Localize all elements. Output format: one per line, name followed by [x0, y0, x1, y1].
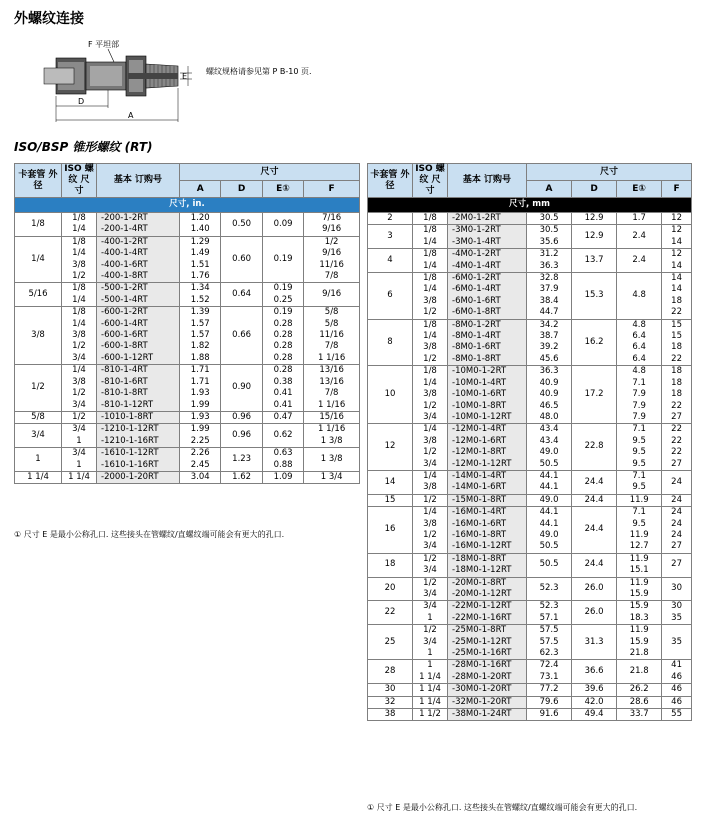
cell-od: 2	[368, 213, 413, 225]
cell-d: 12.9	[572, 225, 617, 249]
cell-d: 39.6	[572, 684, 617, 696]
fitting-diagram	[38, 32, 198, 124]
cell-iso: 1/8 1/4 3/8 1/2 3/4	[62, 307, 97, 365]
cell-od: 1 1/4	[15, 471, 62, 483]
table-row	[368, 577, 692, 601]
header-iso-thread: ISO 螺纹 尺寸	[62, 164, 97, 198]
cell-iso: 1 1 1/4	[413, 660, 448, 684]
cell-iso: 1/2 3/4	[413, 553, 448, 577]
cell-e: 11.9 15.9	[617, 577, 662, 601]
cell-iso: 1 1/4	[62, 471, 97, 483]
cell-ord: -30M0-1-20RT	[448, 684, 527, 696]
cell-od: 3/4	[15, 424, 62, 448]
cell-d: 15.3	[572, 273, 617, 320]
cell-a: 44.1 44.1 49.0 50.5	[527, 507, 572, 554]
cell-f: 1 3/4	[304, 471, 360, 483]
table-row	[368, 213, 692, 225]
cell-od: 30	[368, 684, 413, 696]
cell-ord: -16M0-1-4RT -16M0-1-6RT -16M0-1-8RT -16M0-1-12RT	[448, 507, 527, 554]
a-label: A	[128, 111, 134, 120]
cell-a: 77.2	[527, 684, 572, 696]
cell-e: 1.09	[262, 471, 303, 483]
cell-od: 5/16	[15, 283, 62, 307]
cell-e: 26.2	[617, 684, 662, 696]
cell-ord: -28M0-1-16RT -28M0-1-20RT	[448, 660, 527, 684]
cell-f: 35	[662, 625, 692, 660]
cell-f: 46	[662, 696, 692, 708]
cell-a: 43.4 43.4 49.0 50.5	[527, 424, 572, 471]
cell-d: 26.0	[572, 601, 617, 625]
cell-d: 24.4	[572, 553, 617, 577]
cell-e: 4.8	[617, 273, 662, 320]
cell-f: 14 14 18 22	[662, 273, 692, 320]
cell-a: 50.5	[527, 553, 572, 577]
table-row	[15, 236, 360, 283]
cell-f: 55	[662, 709, 692, 721]
cell-ord: -400-1-2RT -400-1-4RT -400-1-6RT -400-1-8RT	[97, 236, 180, 283]
cell-f: 5/8 5/8 11/16 7/8 1 1/16	[304, 307, 360, 365]
cell-d: 0.66	[221, 307, 262, 365]
cell-a: 1.20 1.40	[180, 213, 221, 237]
cell-e: 11.9 15.9 21.8	[617, 625, 662, 660]
cell-e: 0.09	[262, 213, 303, 237]
cell-f: 13/16 13/16 7/8 1 1/16	[304, 365, 360, 412]
cell-ord: -25M0-1-8RT -25M0-1-12RT -25M0-1-16RT	[448, 625, 527, 660]
table-row	[368, 696, 692, 708]
cell-iso: 1/8 1/4 3/8 1/2	[413, 319, 448, 366]
cell-a: 1.29 1.49 1.51 1.76	[180, 236, 221, 283]
cell-iso: 1/4 3/8 1/2 3/4	[413, 424, 448, 471]
header-d: D	[221, 181, 262, 198]
header-f: F	[304, 181, 360, 198]
cell-d: 36.6	[572, 660, 617, 684]
cell-d: 0.50	[221, 213, 262, 237]
cell-od: 38	[368, 709, 413, 721]
table-row	[368, 709, 692, 721]
cell-e: 33.7	[617, 709, 662, 721]
cell-d: 16.2	[572, 319, 617, 366]
table-row	[368, 660, 692, 684]
header-tube-od: 卡套管 外径	[368, 164, 413, 198]
cell-od: 5/8	[15, 411, 62, 423]
cell-e: 0.19 0.25	[262, 283, 303, 307]
cell-ord: -1610-1-12RT -1610-1-16RT	[97, 448, 180, 472]
cell-f: 41 46	[662, 660, 692, 684]
cell-d: 24.4	[572, 507, 617, 554]
table-row	[15, 424, 360, 448]
cell-iso: 1/2 3/4	[413, 577, 448, 601]
diagram-note: 螺纹规格请参见第 P B-10 页.	[206, 67, 312, 76]
cell-iso: 1/2	[62, 411, 97, 423]
cell-e: 11.9 15.1	[617, 553, 662, 577]
cell-a: 52.3 57.1	[527, 601, 572, 625]
cell-iso: 3/4 1	[413, 601, 448, 625]
table-row	[368, 273, 692, 320]
flat-label: F 平坦部	[88, 40, 120, 49]
cell-a: 49.0	[527, 494, 572, 506]
cell-ord: -1210-1-12RT -1210-1-16RT	[97, 424, 180, 448]
cell-ord: -18M0-1-8RT -18M0-1-12RT	[448, 553, 527, 577]
cell-a: 79.6	[527, 696, 572, 708]
cell-f: 18 18 18 22 27	[662, 366, 692, 424]
cell-ord: -15M0-1-8RT	[448, 494, 527, 506]
cell-od: 1	[15, 448, 62, 472]
cell-iso: 1/8 1/4 3/8 1/2	[62, 236, 97, 283]
cell-iso: 1 1/4	[413, 684, 448, 696]
cell-f: 30 35	[662, 601, 692, 625]
cell-a: 52.3	[527, 577, 572, 601]
d-label: D	[78, 97, 85, 106]
inch-spec-table	[14, 163, 360, 484]
cell-d: 26.0	[572, 577, 617, 601]
cell-iso: 1/8 1/4 3/8 1/2 3/4	[413, 366, 448, 424]
cell-iso: 1/4 3/8	[413, 470, 448, 494]
cell-f: 15/16	[304, 411, 360, 423]
cell-e: 0.19 0.28 0.28 0.28 0.28	[262, 307, 303, 365]
cell-a: 36.3 40.9 40.9 46.5 48.0	[527, 366, 572, 424]
cell-d: 0.90	[221, 365, 262, 412]
cell-f: 7/16 9/16	[304, 213, 360, 237]
cell-e: 15.9 18.3	[617, 601, 662, 625]
cell-e: 0.63 0.88	[262, 448, 303, 472]
cell-ord: -4M0-1-2RT -4M0-1-4RT	[448, 249, 527, 273]
cell-od: 1/4	[15, 236, 62, 283]
cell-iso: 1/8 1/4	[62, 283, 97, 307]
cell-f: 1/2 9/16 11/16 7/8	[304, 236, 360, 283]
header-e: E①	[617, 181, 662, 198]
cell-d: 42.0	[572, 696, 617, 708]
cell-od: 8	[368, 319, 413, 366]
table-row	[368, 553, 692, 577]
cell-od: 6	[368, 273, 413, 320]
cell-d: 13.7	[572, 249, 617, 273]
header-e: E①	[262, 181, 303, 198]
cell-e: 2.4	[617, 249, 662, 273]
metric-spec-table	[367, 163, 692, 721]
cell-e: 0.19	[262, 236, 303, 283]
header-dimensions: 尺寸	[180, 164, 360, 181]
cell-a: 1.39 1.57 1.57 1.82 1.88	[180, 307, 221, 365]
cell-iso: 3/4 1	[62, 448, 97, 472]
cell-ord: -12M0-1-4RT -12M0-1-6RT -12M0-1-8RT -12M0-1-12RT	[448, 424, 527, 471]
cell-od: 25	[368, 625, 413, 660]
cell-ord: -14M0-1-4RT -14M0-1-6RT	[448, 470, 527, 494]
cell-iso: 3/4 1	[62, 424, 97, 448]
table-row	[15, 411, 360, 423]
cell-ord: -6M0-1-2RT -6M0-1-4RT -6M0-1-6RT -6M0-1-8RT	[448, 273, 527, 320]
cell-a: 1.71 1.71 1.93 1.99	[180, 365, 221, 412]
table-row	[15, 471, 360, 483]
cell-e: 7.1 9.5	[617, 470, 662, 494]
cell-d: 0.60	[221, 236, 262, 283]
cell-od: 32	[368, 696, 413, 708]
cell-od: 3	[368, 225, 413, 249]
cell-od: 10	[368, 366, 413, 424]
cell-ord: -810-1-4RT -810-1-6RT -810-1-8RT -810-1-12RT	[97, 365, 180, 412]
cell-ord: -600-1-2RT -600-1-4RT -600-1-6RT -600-1-8RT -600-1-12RT	[97, 307, 180, 365]
cell-iso: 1/8 1/4	[62, 213, 97, 237]
cell-e: 0.28 0.38 0.41 0.41	[262, 365, 303, 412]
unit-label: 尺寸, mm	[368, 198, 692, 213]
cell-iso: 1/8 1/4	[413, 225, 448, 249]
cell-a: 31.2 36.3	[527, 249, 572, 273]
cell-ord: -200-1-2RT -200-1-4RT	[97, 213, 180, 237]
cell-d: 1.62	[221, 471, 262, 483]
page-title: 外螺纹连接	[14, 11, 84, 27]
cell-e: 11.9	[617, 494, 662, 506]
cell-od: 1/8	[15, 213, 62, 237]
section-subtitle: ISO/BSP 锥形螺纹 (RT)	[14, 140, 153, 154]
cell-a: 32.8 37.9 38.4 44.7	[527, 273, 572, 320]
table-row	[368, 494, 692, 506]
table-row	[368, 424, 692, 471]
header-a: A	[527, 181, 572, 198]
cell-e: 0.62	[262, 424, 303, 448]
cell-f: 24	[662, 470, 692, 494]
cell-a: 57.5 57.5 62.3	[527, 625, 572, 660]
cell-e: 28.6	[617, 696, 662, 708]
cell-iso: 1 1/2	[413, 709, 448, 721]
cell-f: 12 14	[662, 249, 692, 273]
cell-ord: -500-1-2RT -500-1-4RT	[97, 283, 180, 307]
cell-e: 1.7	[617, 213, 662, 225]
cell-a: 1.99 2.25	[180, 424, 221, 448]
cell-iso: 1/2	[413, 494, 448, 506]
cell-f: 27	[662, 553, 692, 577]
table-row	[15, 283, 360, 307]
table-row	[15, 365, 360, 412]
cell-od: 22	[368, 601, 413, 625]
table-row	[15, 448, 360, 472]
cell-f: 22 22 22 27	[662, 424, 692, 471]
cell-iso: 1/4 3/8 1/2 3/4	[62, 365, 97, 412]
cell-ord: -10M0-1-2RT -10M0-1-4RT -10M0-1-6RT -10M0-1-8RT -10M0-1-12RT	[448, 366, 527, 424]
cell-a: 30.5 35.6	[527, 225, 572, 249]
cell-f: 12	[662, 213, 692, 225]
header-order-number: 基本 订购号	[97, 164, 180, 198]
cell-ord: -22M0-1-12RT -22M0-1-16RT	[448, 601, 527, 625]
cell-e: 7.1 9.5 11.9 12.7	[617, 507, 662, 554]
cell-od: 3/8	[15, 307, 62, 365]
cell-od: 14	[368, 470, 413, 494]
header-a: A	[180, 181, 221, 198]
cell-a: 1.93	[180, 411, 221, 423]
table-row	[368, 684, 692, 696]
header-tube-od: 卡套管 外径	[15, 164, 62, 198]
cell-e: 4.8 6.4 6.4 6.4	[617, 319, 662, 366]
table-row	[368, 507, 692, 554]
cell-f: 9/16	[304, 283, 360, 307]
cell-iso: 1/8 1/4 3/8 1/2	[413, 273, 448, 320]
cell-od: 1/2	[15, 365, 62, 412]
cell-a: 91.6	[527, 709, 572, 721]
cell-d: 22.8	[572, 424, 617, 471]
cell-f: 24	[662, 494, 692, 506]
cell-f: 30	[662, 577, 692, 601]
cell-ord: -8M0-1-2RT -8M0-1-4RT -8M0-1-6RT -8M0-1-8RT	[448, 319, 527, 366]
cell-ord: -1010-1-8RT	[97, 411, 180, 423]
cell-d: 24.4	[572, 470, 617, 494]
cell-f: 12 14	[662, 225, 692, 249]
cell-d: 17.2	[572, 366, 617, 424]
cell-f: 1 1/16 1 3/8	[304, 424, 360, 448]
cell-a: 2.26 2.45	[180, 448, 221, 472]
header-iso-thread: ISO 螺纹 尺寸	[413, 164, 448, 198]
cell-ord: -2000-1-20RT	[97, 471, 180, 483]
table-row	[368, 601, 692, 625]
cell-ord: -3M0-1-2RT -3M0-1-4RT	[448, 225, 527, 249]
cell-d: 1.23	[221, 448, 262, 472]
cell-e: 7.1 9.5 9.5 9.5	[617, 424, 662, 471]
table-row	[368, 319, 692, 366]
cell-od: 18	[368, 553, 413, 577]
header-order-number: 基本 订购号	[448, 164, 527, 198]
cell-a: 72.4 73.1	[527, 660, 572, 684]
cell-od: 15	[368, 494, 413, 506]
e-label: E	[182, 72, 188, 81]
cell-d: 24.4	[572, 494, 617, 506]
cell-d: 12.9	[572, 213, 617, 225]
header-f: F	[662, 181, 692, 198]
table-row	[15, 307, 360, 365]
cell-e: 21.8	[617, 660, 662, 684]
cell-f: 46	[662, 684, 692, 696]
cell-iso: 1/8	[413, 213, 448, 225]
footnote-right: ① 尺寸 E 是最小公称孔口. 这些接头在管螺纹/直螺纹端可能会有更大的孔口.	[367, 803, 638, 812]
cell-od: 20	[368, 577, 413, 601]
cell-a: 3.04	[180, 471, 221, 483]
table-row	[368, 249, 692, 273]
cell-iso: 1/4 3/8 1/2 3/4	[413, 507, 448, 554]
cell-od: 28	[368, 660, 413, 684]
cell-ord: -2M0-1-2RT	[448, 213, 527, 225]
cell-od: 4	[368, 249, 413, 273]
cell-ord: -38M0-1-24RT	[448, 709, 527, 721]
cell-e: 4.8 7.1 7.9 7.9 7.9	[617, 366, 662, 424]
table-row	[368, 225, 692, 249]
cell-d: 49.4	[572, 709, 617, 721]
cell-ord: -32M0-1-20RT	[448, 696, 527, 708]
cell-f: 15 15 18 22	[662, 319, 692, 366]
cell-iso: 1/2 3/4 1	[413, 625, 448, 660]
cell-f: 1 3/8	[304, 448, 360, 472]
cell-d: 0.64	[221, 283, 262, 307]
header-d: D	[572, 181, 617, 198]
cell-ord: -20M0-1-8RT -20M0-1-12RT	[448, 577, 527, 601]
cell-a: 30.5	[527, 213, 572, 225]
cell-d: 0.96	[221, 411, 262, 423]
footnote-left: ① 尺寸 E 是最小公称孔口. 这些接头在管螺纹/直螺纹端可能会有更大的孔口.	[14, 530, 285, 539]
cell-d: 0.96	[221, 424, 262, 448]
cell-a: 44.1 44.1	[527, 470, 572, 494]
cell-a: 34.2 38.7 39.2 45.6	[527, 319, 572, 366]
cell-od: 16	[368, 507, 413, 554]
cell-a: 1.34 1.52	[180, 283, 221, 307]
cell-f: 24 24 24 27	[662, 507, 692, 554]
cell-od: 12	[368, 424, 413, 471]
table-row	[368, 366, 692, 424]
cell-e: 2.4	[617, 225, 662, 249]
cell-iso: 1 1/4	[413, 696, 448, 708]
cell-iso: 1/8 1/4	[413, 249, 448, 273]
table-row	[368, 470, 692, 494]
table-row	[368, 625, 692, 660]
unit-label: 尺寸, in.	[15, 198, 360, 213]
cell-d: 31.3	[572, 625, 617, 660]
cell-e: 0.47	[262, 411, 303, 423]
table-row	[15, 213, 360, 237]
header-dimensions: 尺寸	[527, 164, 692, 181]
